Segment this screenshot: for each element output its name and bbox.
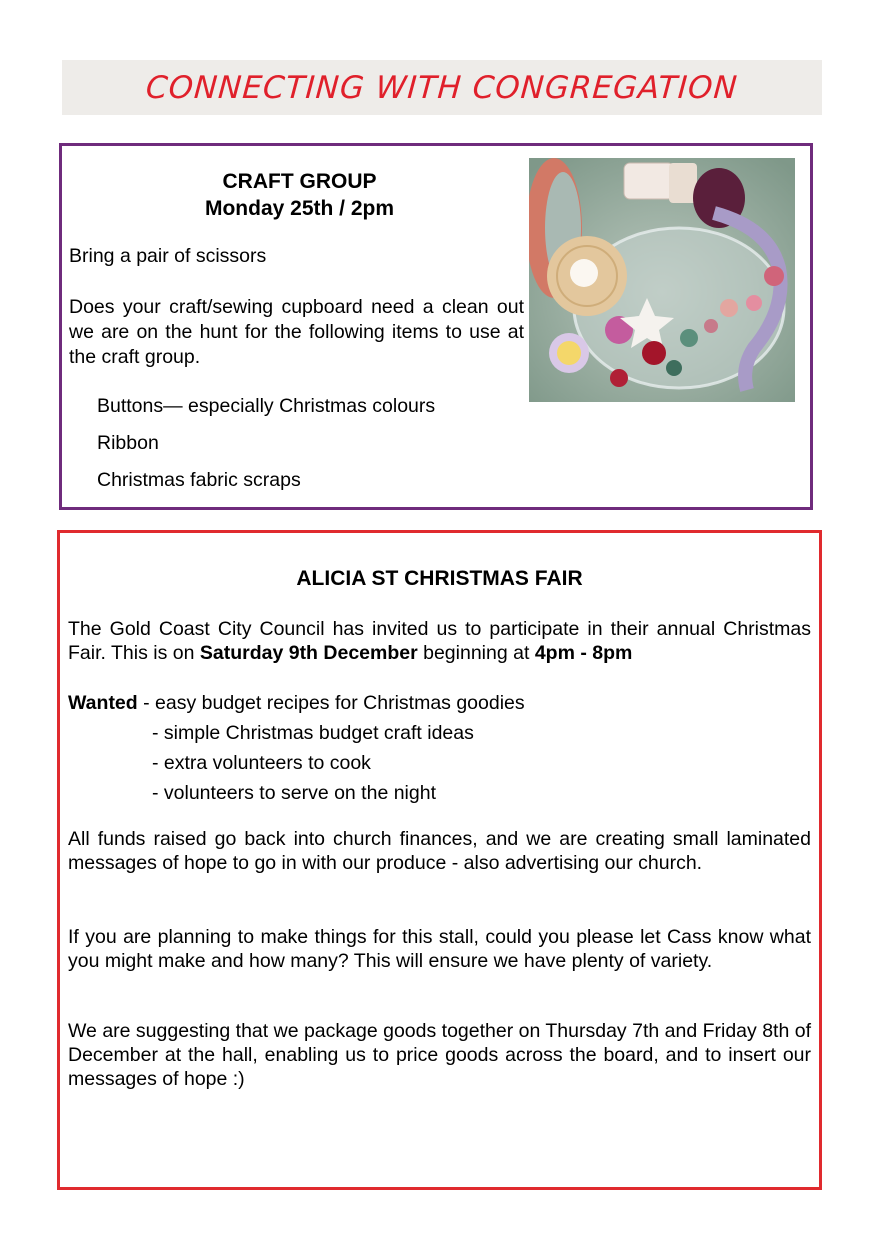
craft-group-heading [72,168,527,222]
fair-planning-paragraph: If you are planning to make things for this stall, could you please let Cass know what you might make and how many? This will ensure we have plenty of variety. [68,926,811,972]
list-item [68,688,525,718]
page-title: CONNECTING WITH CONGREGATION [144,69,740,106]
craft-instruction: Bring a pair of scissors [69,245,267,267]
craft-supplies-photo [529,158,795,402]
craft-group-title: CRAFT GROUP [222,170,377,193]
fair-intro-text: beginning at [417,642,535,664]
fair-packaging-paragraph: We are suggesting that we package goods together on Thursday 7th and Friday 8th of December at the hall, enabling us to price goods across the board, and to insert our messages of hope :) [68,1020,811,1090]
list-item: Ribbon [97,432,159,454]
fair-time: 4pm - 8pm [534,642,633,664]
header-banner [62,60,822,115]
fair-intro [68,617,811,665]
wanted-label: Wanted [68,692,138,714]
list-item: Christmas fabric scraps [97,469,301,491]
christmas-fair-section [57,530,822,1190]
fair-intro-text: The Gold Coast City Council has invited us to participate in their annual Christmas Fair. This is on [68,618,811,664]
list-item: - extra volunteers to cook [152,752,371,774]
craft-group-datetime: Monday 25th / 2pm [204,197,395,220]
fair-date: Saturday 9th December [199,642,418,664]
fair-title: ALICIA ST CHRISTMAS FAIR [296,567,583,590]
list-item: Buttons— especially Christmas colours [97,395,436,417]
list-item: - volunteers to serve on the night [152,782,436,804]
craft-items-list [97,394,435,505]
list-item: - simple Christmas budget craft ideas [152,722,474,744]
wanted-list [68,688,525,808]
fair-funds-paragraph: All funds raised go back into church finances, and we are creating small laminated messages of hope to go in with our produce - also advertising our church. [68,828,811,874]
craft-request: Does your craft/sewing cupboard need a clean out we are on the hunt for the following items to use at the craft group. [69,296,524,368]
craft-group-section [59,143,813,510]
wanted-item: - easy budget recipes for Christmas goodies [137,692,525,714]
